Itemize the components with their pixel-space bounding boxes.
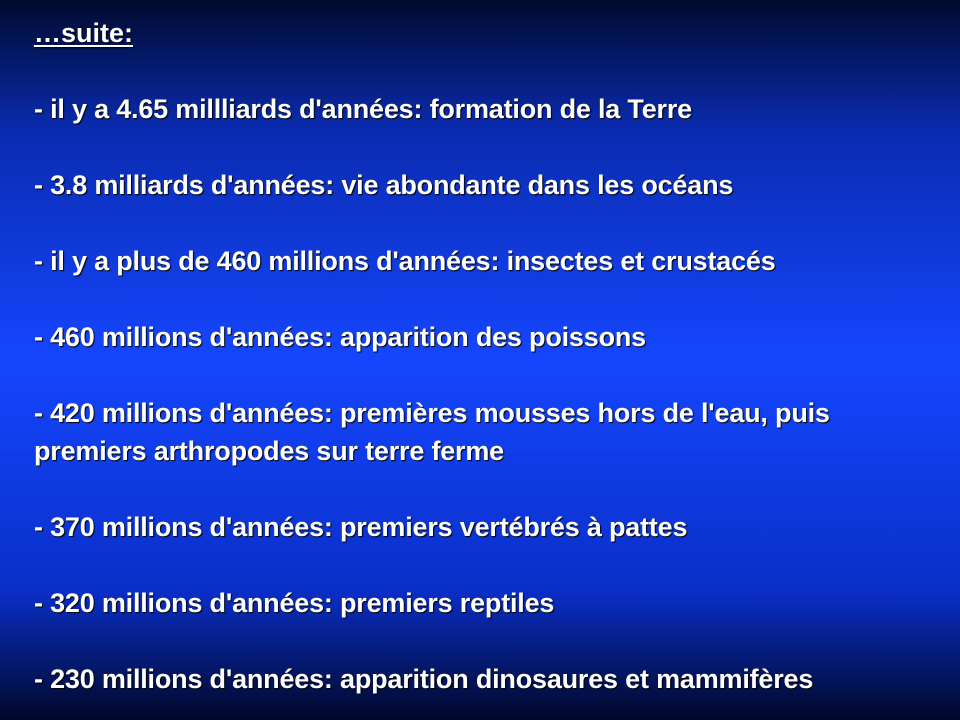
timeline-item: - 460 millions d'années: apparition des poissons [34, 322, 646, 352]
slide-heading: …suite: [34, 18, 134, 48]
timeline-item: - 420 millions d'années: premières mousses hors de l'eau, puis premiers arthropodes sur terre ferme [34, 398, 830, 466]
timeline-item: - 3.8 milliards d'années: vie abondante dans les océans [34, 170, 734, 200]
timeline-item: - il y a 4.65 millliards d'années: formation de la Terre [34, 94, 692, 124]
timeline-item: - 320 millions d'années: premiers reptiles [34, 588, 555, 618]
timeline-list [34, 90, 926, 698]
timeline-item: - 370 millions d'années: premiers vertébrés à pattes [34, 512, 688, 542]
timeline-item: - 230 millions d'années: apparition dinosaures et mammifères [34, 664, 814, 694]
timeline-item: - il y a plus de 460 millions d'années: insectes et crustacés [34, 246, 776, 276]
